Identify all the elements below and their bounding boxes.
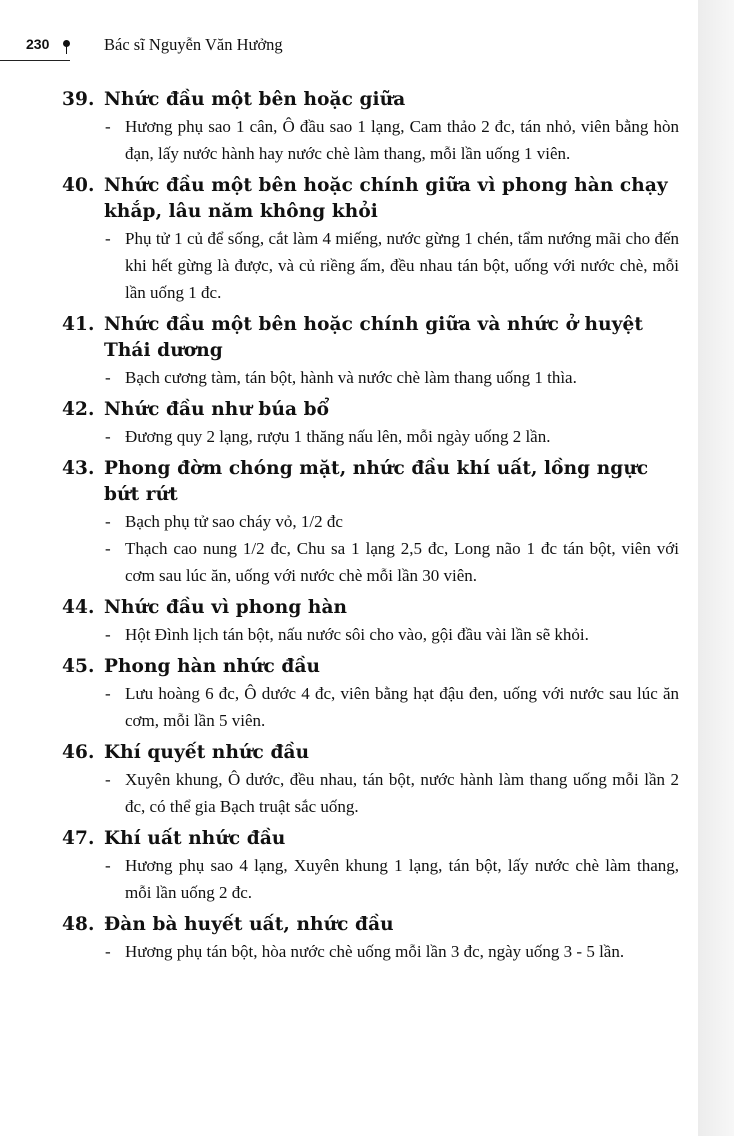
list-item [104, 113, 679, 167]
list-item [104, 938, 679, 965]
page-header [0, 32, 720, 64]
entry-heading: Đàn bà huyết uất, nhức đầu [104, 914, 394, 935]
entry-40 [62, 173, 679, 306]
entry-number: 45. [62, 656, 95, 677]
list-item [104, 766, 679, 820]
entry-heading: Khí uất nhức đầu [104, 828, 286, 849]
entry-43 [62, 456, 679, 589]
list-item [104, 225, 679, 306]
entry-heading: Nhức đầu một bên hoặc chính giữa và nhức ở huyệt Thái dương [104, 314, 644, 361]
entry-number: 48. [62, 914, 95, 935]
item-text: Bạch phụ tử sao cháy vỏ, 1/2 đc [125, 512, 343, 531]
list-item [104, 680, 679, 734]
running-head: Bác sĩ Nguyễn Văn Hưởng [104, 35, 283, 54]
entry-title [62, 312, 679, 364]
entry-45 [62, 654, 679, 734]
entry-number: 42. [62, 399, 95, 420]
dash-bullet: - [105, 856, 111, 875]
dash-bullet: - [105, 942, 111, 961]
entry-number: 41. [62, 314, 95, 335]
entry-title [62, 173, 679, 225]
entry-heading: Nhức đầu vì phong hàn [104, 597, 348, 618]
dash-bullet: - [105, 684, 111, 703]
page-gutter-shadow [698, 0, 734, 1136]
entry-number: 46. [62, 742, 95, 763]
list-item [104, 508, 679, 535]
entry-title [62, 456, 679, 508]
dash-bullet: - [105, 625, 111, 644]
entry-title [62, 826, 679, 852]
entry-number: 44. [62, 597, 95, 618]
header-bullet-icon [63, 40, 70, 47]
entry-heading: Nhức đầu một bên hoặc giữa [104, 89, 406, 110]
entry-heading: Phong đờm chóng mặt, nhức đầu khí uất, lồng ngực bứt rứt [104, 458, 649, 505]
entry-heading: Khí quyết nhức đầu [104, 742, 310, 763]
item-text: Hương phụ sao 1 cân, Ô đầu sao 1 lạng, Cam thảo 2 đc, tán nhỏ, viên bằng hòn đạn, lấy nước hành hay nước chè làm thang, mỗi lần uống 1 viên. [125, 117, 679, 163]
item-text: Bạch cương tàm, tán bột, hành và nước chè làm thang uống 1 thìa. [125, 368, 577, 387]
dash-bullet: - [105, 368, 111, 387]
entry-title [62, 912, 679, 938]
list-item [104, 364, 679, 391]
header-rule [0, 60, 70, 61]
entry-title [62, 654, 679, 680]
entry-number: 47. [62, 828, 95, 849]
entry-title [62, 87, 679, 113]
entry-heading: Nhức đầu một bên hoặc chính giữa vì phong hàn chạy khắp, lâu năm không khỏi [104, 175, 668, 222]
remedy-list [62, 87, 679, 971]
dash-bullet: - [105, 770, 111, 789]
item-text: Hột Đình lịch tán bột, nấu nước sôi cho vào, gội đầu vài lần sẽ khỏi. [125, 625, 589, 644]
entry-title [62, 595, 679, 621]
entry-42 [62, 397, 679, 450]
page-number: 230 [26, 36, 50, 52]
entry-47 [62, 826, 679, 906]
list-item [104, 621, 679, 648]
dash-bullet: - [105, 539, 111, 558]
entry-title [62, 740, 679, 766]
item-text: Đương quy 2 lạng, rượu 1 thăng nấu lên, mỗi ngày uống 2 lần. [125, 427, 551, 446]
item-text: Lưu hoàng 6 đc, Ô dước 4 đc, viên bằng hạt đậu đen, uống với nước sau lúc ăn cơm, mỗi lần 5 viên. [125, 684, 679, 730]
entry-44 [62, 595, 679, 648]
list-item [104, 535, 679, 589]
entry-39 [62, 87, 679, 167]
entry-title [62, 397, 679, 423]
entry-48 [62, 912, 679, 965]
item-text: Thạch cao nung 1/2 đc, Chu sa 1 lạng 2,5 đc, Long não 1 đc tán bột, viên với cơm sau lúc ăn, uống với nước chè mỗi lần 30 viên. [125, 539, 679, 585]
list-item [104, 852, 679, 906]
entry-46 [62, 740, 679, 820]
entry-heading: Nhức đầu như búa bổ [104, 399, 330, 420]
item-text: Xuyên khung, Ô dước, đều nhau, tán bột, nước hành làm thang uống mỗi lần 2 đc, có thể gia Bạch truật sắc uống. [125, 770, 679, 816]
dash-bullet: - [105, 117, 111, 136]
dash-bullet: - [105, 229, 111, 248]
entry-number: 39. [62, 89, 95, 110]
entry-number: 40. [62, 175, 95, 196]
item-text: Hương phụ sao 4 lạng, Xuyên khung 1 lạng, tán bột, lấy nước chè làm thang, mỗi lần uống 2 đc. [125, 856, 679, 902]
entry-41 [62, 312, 679, 391]
entry-heading: Phong hàn nhức đầu [104, 656, 321, 677]
item-text: Phụ tử 1 củ để sống, cắt làm 4 miếng, nước gừng 1 chén, tẩm nướng mãi cho đến khi hết gừng là được, và củ riềng ấm, đều nhau tán bột, uống với nước chè, mỗi lần uống 1 đc. [125, 229, 679, 302]
dash-bullet: - [105, 427, 111, 446]
list-item [104, 423, 679, 450]
entry-number: 43. [62, 458, 95, 479]
item-text: Hương phụ tán bột, hòa nước chè uống mỗi lần 3 đc, ngày uống 3 - 5 lần. [125, 942, 625, 961]
dash-bullet: - [105, 512, 111, 531]
